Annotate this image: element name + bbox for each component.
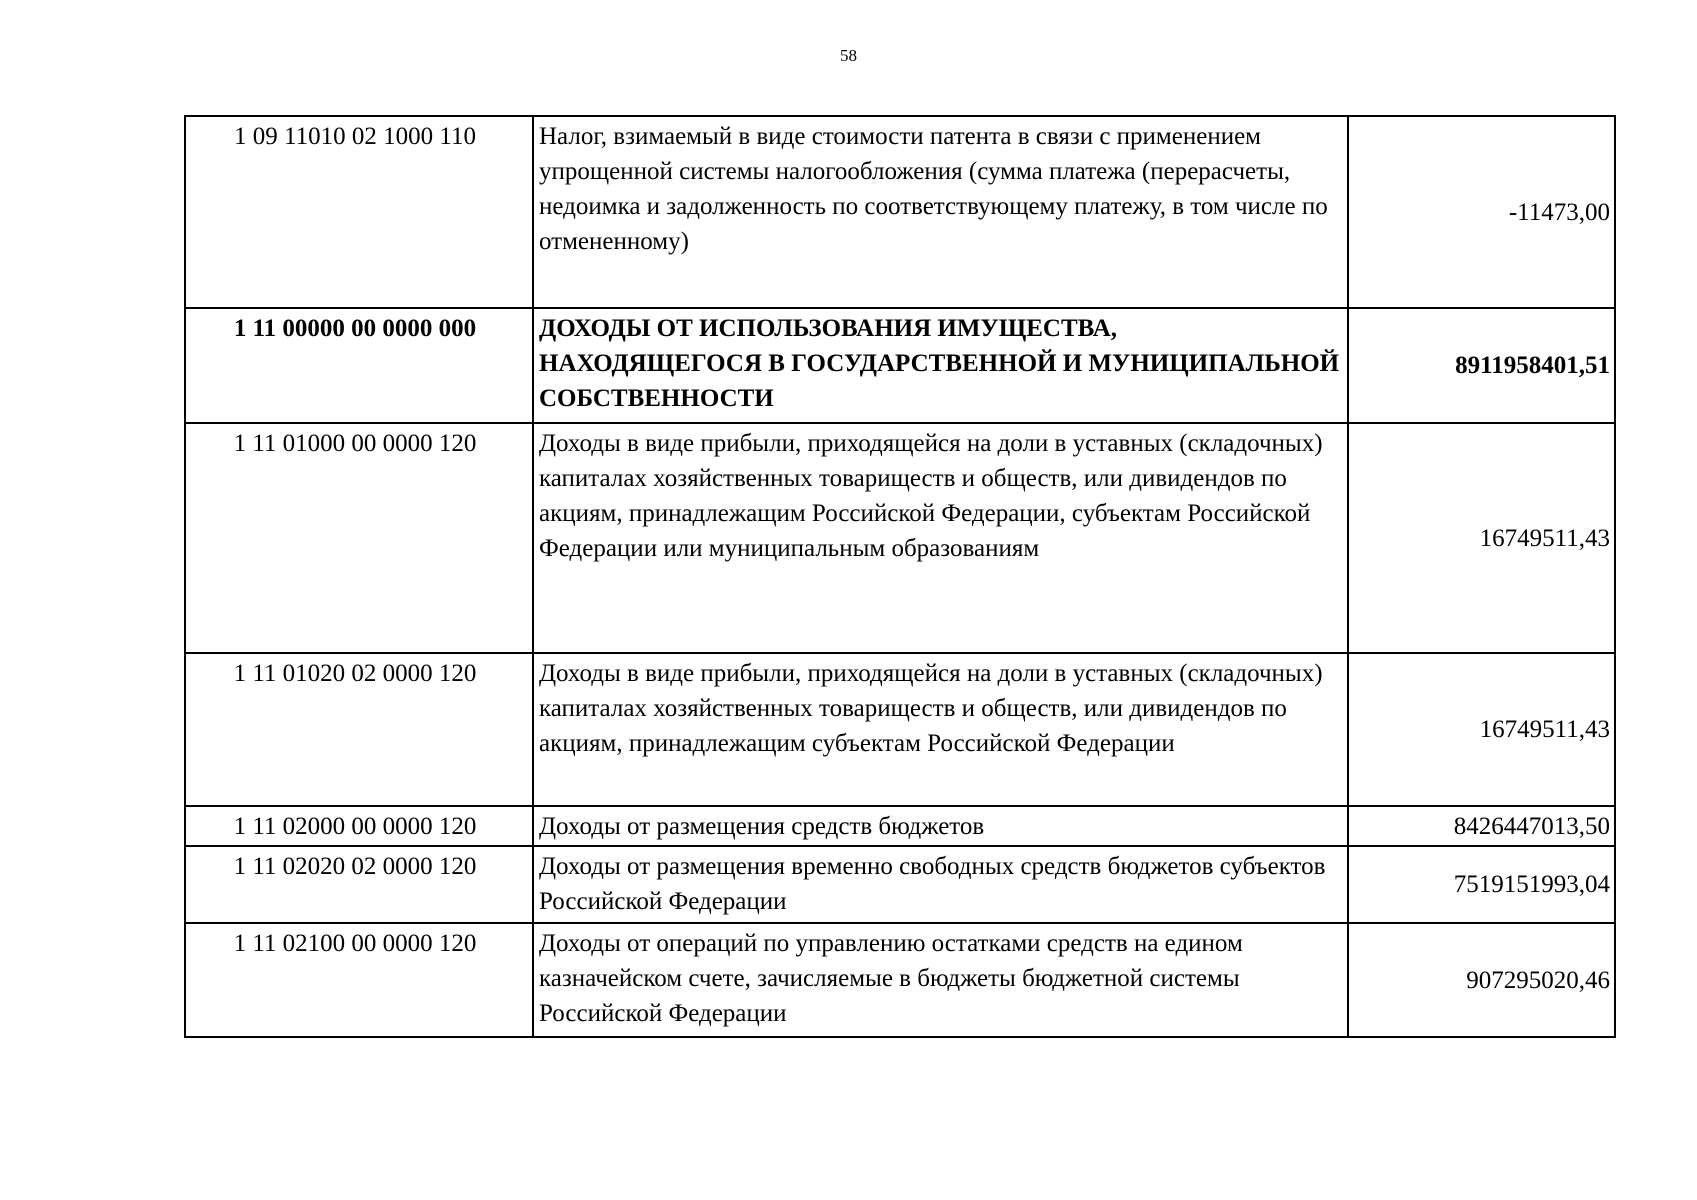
row-amount: 16749511,43 bbox=[1348, 653, 1615, 806]
row-code: 1 11 02020 02 0000 120 bbox=[185, 846, 533, 923]
table-row bbox=[185, 116, 1615, 308]
row-amount: 8911958401,51 bbox=[1348, 308, 1615, 423]
row-code: 1 09 11010 02 1000 110 bbox=[185, 116, 533, 308]
row-code: 1 11 02000 00 0000 120 bbox=[185, 806, 533, 846]
row-description: Доходы от операций по управлению остатками средств на едином казначейском счете, зачисляемые в бюджеты бюджетной системы Российской Федерации bbox=[533, 923, 1348, 1037]
row-code: 1 11 01020 02 0000 120 bbox=[185, 653, 533, 806]
row-description: Налог, взимаемый в виде стоимости патента в связи с применением упрощенной системы налогообложения (сумма платежа (перерасчеты, недоимка и задолженность по соответствующему платежу, в том числе по отмененному) bbox=[533, 116, 1348, 308]
row-amount: 7519151993,04 bbox=[1348, 846, 1615, 923]
row-description: Доходы в виде прибыли, приходящейся на доли в уставных (складочных) капиталах хозяйственных товариществ и обществ, или дивидендов по акциям, принадлежащим субъектам Российской Федерации bbox=[533, 653, 1348, 806]
row-code: 1 11 01000 00 0000 120 bbox=[185, 423, 533, 653]
table-row bbox=[185, 423, 1615, 653]
row-description: Доходы в виде прибыли, приходящейся на доли в уставных (складочных) капиталах хозяйственных товариществ и обществ, или дивидендов по акциям, принадлежащим Российской Федерации, субъектам Российской Федерации или муниципальным образованиям bbox=[533, 423, 1348, 653]
row-description: ДОХОДЫ ОТ ИСПОЛЬЗОВАНИЯ ИМУЩЕСТВА, НАХОДЯЩЕГОСЯ В ГОСУДАРСТВЕННОЙ И МУНИЦИПАЛЬНОЙ СОБСТВЕННОСТИ bbox=[533, 308, 1348, 423]
row-description: Доходы от размещения временно свободных средств бюджетов субъектов Российской Федерации bbox=[533, 846, 1348, 923]
row-amount: -11473,00 bbox=[1348, 116, 1615, 308]
page-number: 58 bbox=[840, 46, 857, 65]
row-amount: 907295020,46 bbox=[1348, 923, 1615, 1037]
table-row bbox=[185, 846, 1615, 923]
table-row bbox=[185, 923, 1615, 1037]
row-amount: 16749511,43 bbox=[1348, 423, 1615, 653]
table-row-section-header bbox=[185, 308, 1615, 423]
row-amount: 8426447013,50 bbox=[1348, 806, 1615, 846]
table-row bbox=[185, 806, 1615, 846]
row-code: 1 11 02100 00 0000 120 bbox=[185, 923, 533, 1037]
row-code: 1 11 00000 00 0000 000 bbox=[185, 308, 533, 423]
revenue-table bbox=[184, 115, 1616, 1038]
row-description: Доходы от размещения средств бюджетов bbox=[533, 806, 1348, 846]
table-row bbox=[185, 653, 1615, 806]
